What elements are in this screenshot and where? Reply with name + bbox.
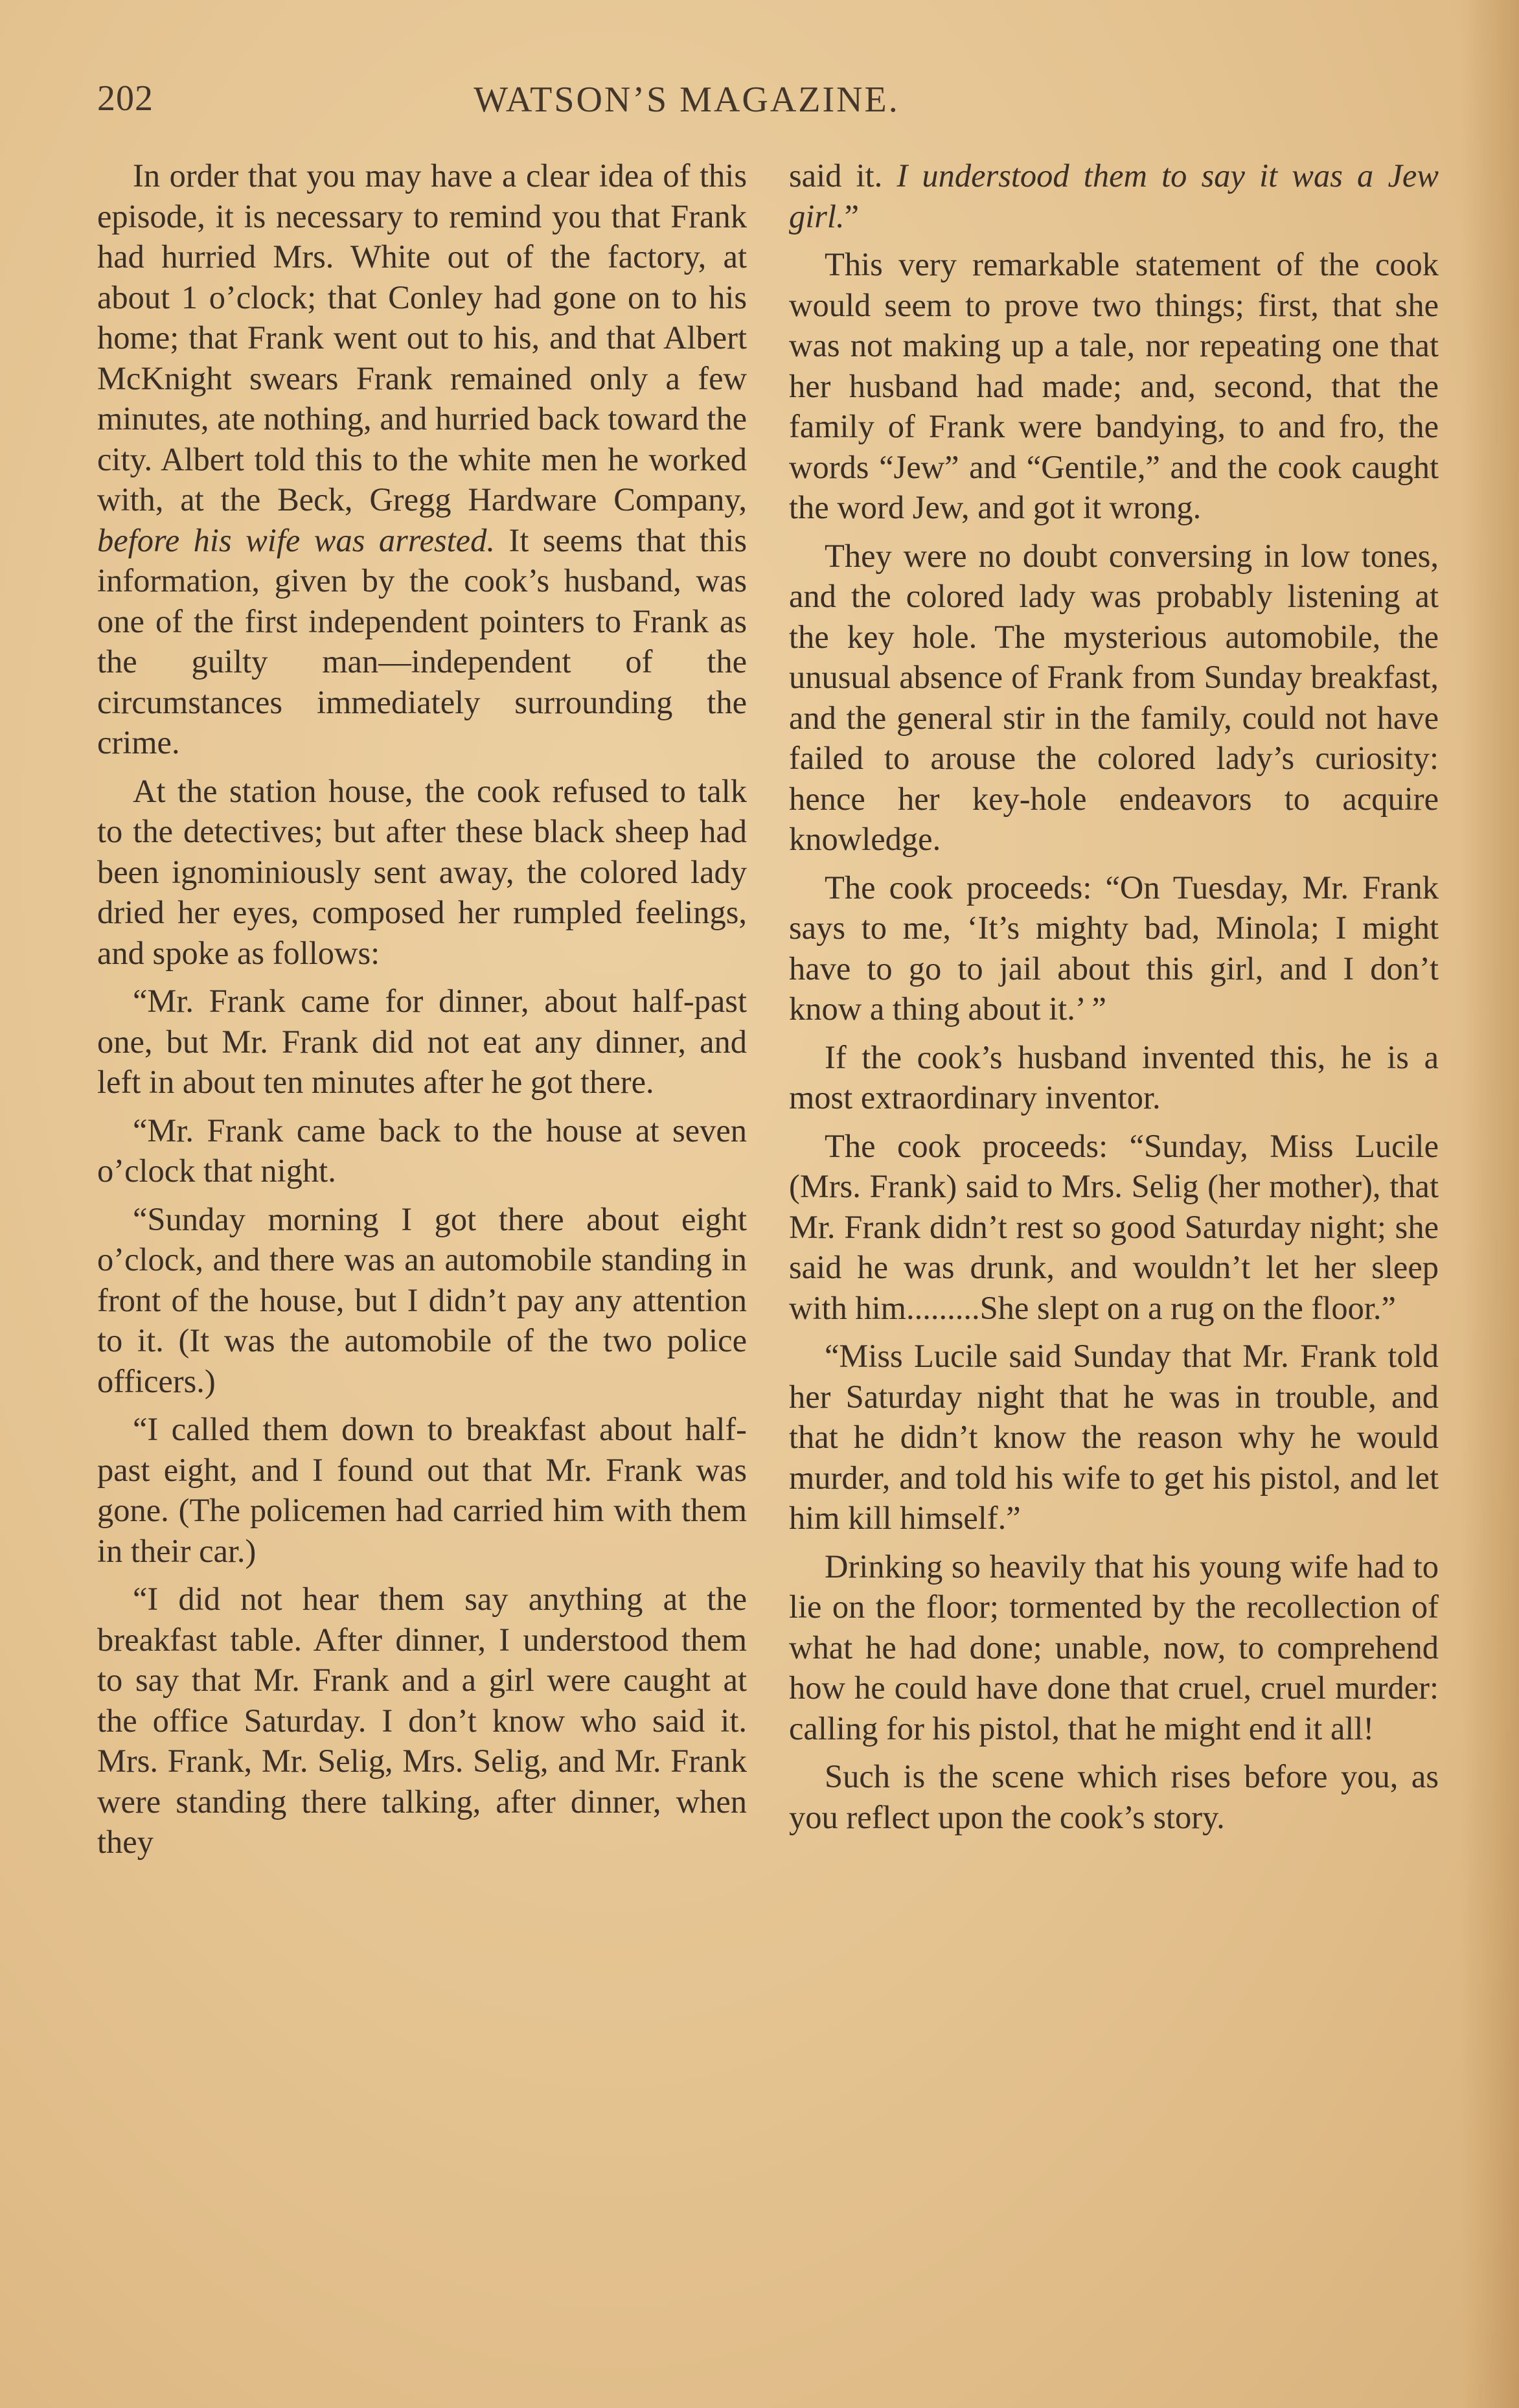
left-column <box>97 155 747 1870</box>
page-edge-shadow <box>1461 0 1519 2408</box>
left-paragraph-2: At the station house, the cook refused to talk to the detectives; but after these black sheep had been ignominiously sent away, the colored lady dried her eyes, composed her rumpled feelings, and spoke as follows: <box>97 772 747 971</box>
right-column <box>789 155 1439 1845</box>
text-segment: It seems that this information, given by the cook’s husband, was one of the first independent pointers to Frank as the guilty man—independent of the circumstances immediately surrounding the crime. <box>97 522 748 761</box>
page-number: 202 <box>97 78 154 119</box>
left-paragraph-7: “I did not hear them say anything at the breakfast table. After dinner, I understood them to say that Mr. Frank and a girl were caught at the office Saturday. I don’t know who said it. Mrs. Frank, Mr. Selig, Mrs. Selig, and Mr. Frank were standing there talking, after dinner, when they <box>97 1581 747 1860</box>
left-paragraph-3: “Mr. Frank came for dinner, about half-past one, but Mr. Frank did not eat any dinner, and left in about ten minutes after he got there. <box>97 983 747 1100</box>
right-paragraph-4: If the cook’s husband invented this, he is a most extraordinary inventor. <box>789 1038 1439 1116</box>
text-segment: In order that you may have a clear idea of this episode, it is necessary to remind you that Frank had hurried Mrs. White out of the factory, at about 1 o’clock; that Conley had gone on to his home; that Frank went out to his, and that Albert McKnight swears Frank remained only a few minutes, ate nothing, and hurried back toward the city. Albert told this to the white men he worked with, at the Beck, Gregg Hardware Company, <box>97 157 747 518</box>
italic-text: I understood them to say it was a Jew girl. <box>789 157 1439 235</box>
right-paragraph-continued <box>789 155 1439 236</box>
left-paragraph-1 <box>97 155 747 763</box>
text-segment: ” <box>844 198 860 235</box>
right-paragraph-5: The cook proceeds: “Sunday, Miss Lucile (Mrs. Frank) said to Mrs. Selig (her mother), that Mr. Frank didn’t rest so good Saturday night; she said he was drunk, and wouldn’t let her sleep with him.........She slept on a rug on the floor.” <box>789 1127 1439 1326</box>
right-paragraph-3: The cook proceeds: “On Tuesday, Mr. Frank says to me, ‘It’s mighty bad, Minola; I might have to go to jail about this girl, and I don’t know a thing about it.’ ” <box>789 869 1439 1027</box>
right-paragraph-2: They were no doubt conversing in low tones, and the colored lady was probably listening at the key hole. The mysterious automobile, the unusual absence of Frank from Sunday breakfast, and the general stir in the family, could not have failed to arouse the colored lady’s curiosity: hence her key-hole endeavors to acquire knowledge. <box>789 537 1439 857</box>
text-segment: said it. <box>789 157 883 194</box>
right-paragraph-1: This very remarkable statement of the cook would seem to prove two things; first, that she was not making up a tale, nor repeating one that her husband had made; and, second, that the family of Frank were bandying, to and fro, the words “Jew” and “Gentile,” and the cook caught the word Jew, and got it wrong. <box>789 246 1439 525</box>
right-paragraph-7: Drinking so heavily that his young wife had to lie on the floor; tormented by the recollection of what he had done; unable, now, to comprehend how he could have done that cruel, cruel murder: calling for his pistol, that he might end it all! <box>789 1548 1439 1747</box>
italic-text: before his wife was arrested. <box>97 522 495 558</box>
left-paragraph-5: “Sunday morning I got there about eight o’clock, and there was an automobile standing in front of the house, but I didn’t pay any attention to it. (It was the automobile of the two police officers.) <box>97 1200 747 1399</box>
right-paragraph-8: Such is the scene which rises before you, as you reflect upon the cook’s story. <box>789 1758 1439 1835</box>
right-paragraph-6: “Miss Lucile said Sunday that Mr. Frank told her Saturday night that he was in trouble, and that he didn’t know the reason why he would murder, and told his wife to get his pistol, and let him kill himself.” <box>789 1338 1439 1536</box>
left-paragraph-4: “Mr. Frank came back to the house at seven o’clock that night. <box>97 1112 747 1189</box>
running-head: WATSON’S MAGAZINE. <box>474 80 900 120</box>
left-paragraph-6: “I called them down to breakfast about half-past eight, and I found out that Mr. Frank was gone. (The policemen had carried him with them in their car.) <box>97 1411 747 1569</box>
